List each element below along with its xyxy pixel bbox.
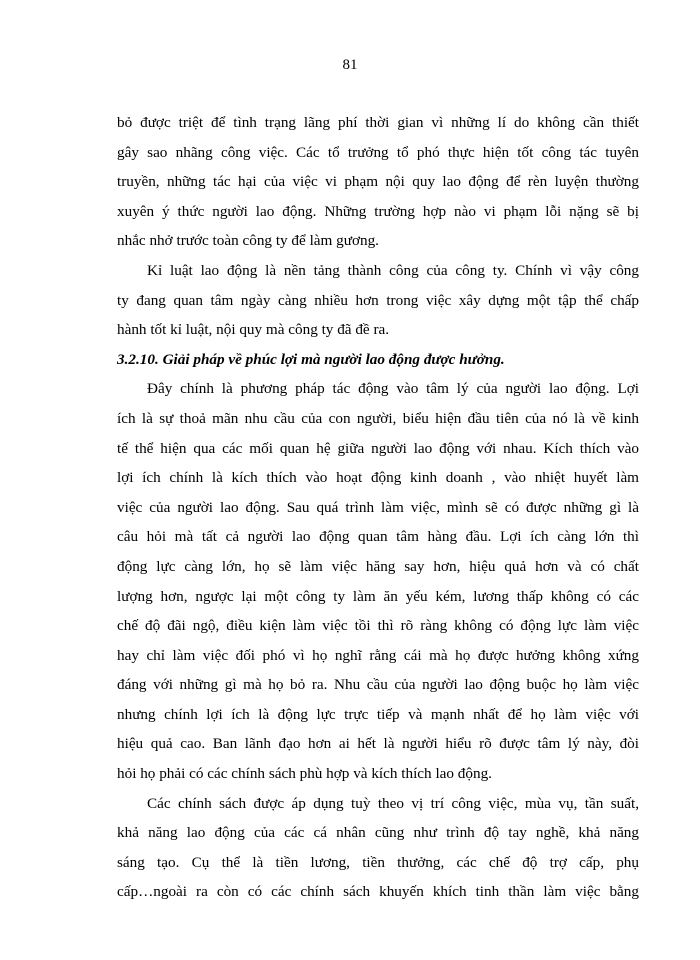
text-line: lợi ích chính là kích thích vào hoạt động kinh doanh , vào nhiệt huyết làm bbox=[117, 469, 639, 487]
text-line: truyền, những tác hại của việc vi phạm nội quy lao động để rèn luyện thường bbox=[117, 173, 639, 191]
text-line: tế thể hiện qua các mối quan hệ giữa người lao động với nhau. Kích thích vào bbox=[117, 439, 639, 457]
text-line: ích là sự thoả mãn nhu cầu của con người, biểu hiện đầu tiên của nó là về kinh bbox=[117, 409, 639, 427]
body-paragraph bbox=[117, 374, 639, 788]
page-number: 81 bbox=[342, 57, 358, 73]
section-heading: 3.2.10. Giải pháp về phúc lợi mà người lao động được hưởng. bbox=[117, 350, 505, 368]
text-line: hay chỉ làm việc đối phó vì họ nghĩ rằng cái mà họ được hưởng không xứng bbox=[117, 646, 639, 664]
text-line: hành tốt kỉ luật, nội quy mà công ty đã đề ra. bbox=[117, 321, 390, 339]
text-line: việc của người lao động. Sau quá trình làm việc, mình sẽ có được những gì là bbox=[117, 498, 639, 516]
text-line: xuyên ý thức người lao động. Những trường hợp nào vi phạm lỗi nặng sẽ bị bbox=[117, 202, 639, 220]
text-line: lượng hơn, ngược lại một công ty làm ăn yếu kém, lương thấp không có các bbox=[117, 587, 639, 605]
text-line: Đây chính là phương pháp tác động vào tâm lý của người lao động. Lợi bbox=[147, 380, 639, 398]
text-line: gây sao nhãng công việc. Các tổ trưởng tổ phó thực hiện tốt công tác tuyên bbox=[117, 143, 639, 161]
text-line: đáng với những gì mà họ bỏ ra. Nhu cầu của người lao động buộc họ làm việc bbox=[117, 676, 639, 694]
body-paragraph bbox=[117, 256, 639, 345]
text-line: chế độ đãi ngộ, điều kiện làm việc tồi thì rõ ràng không có động lực làm việc bbox=[117, 617, 639, 635]
body-paragraph bbox=[117, 789, 639, 907]
document-body bbox=[117, 108, 639, 907]
text-line: cấp…ngoài ra còn có các chính sách khuyến khích tinh thần làm việc bằng bbox=[117, 883, 639, 901]
text-line: hỏi họ phải có các chính sách phù hợp và kích thích lao động. bbox=[117, 765, 492, 783]
text-line: sáng tạo. Cụ thể là tiền lương, tiền thưởng, các chế độ trợ cấp, phụ bbox=[117, 853, 639, 871]
text-line: khả năng lao động của các cá nhân cũng như trình độ tay nghề, khả năng bbox=[117, 824, 639, 842]
text-line: ty đang quan tâm ngày càng nhiều hơn trong việc xây dựng một tập thể chấp bbox=[117, 291, 639, 309]
text-line: nhưng chính lợi ích là động lực trực tiếp và mạnh nhất để họ làm việc với bbox=[117, 705, 639, 723]
text-line: bỏ được triệt để tình trạng lãng phí thời gian vì những lí do không cần thiết bbox=[117, 114, 639, 131]
text-line: nhắc nhở trước toàn công ty để làm gương. bbox=[117, 232, 379, 250]
text-line: câu hỏi mà tất cả người lao động quan tâm hàng đầu. Lợi ích càng lớn thì bbox=[117, 528, 639, 546]
text-line: Kỉ luật lao động là nền tảng thành công của công ty. Chính vì vậy công bbox=[147, 261, 639, 279]
body-paragraph bbox=[117, 108, 639, 256]
text-line: Các chính sách được áp dụng tuỳ theo vị trí công việc, mùa vụ, tần suất, bbox=[147, 794, 639, 812]
text-line: động lực càng lớn, họ sẽ làm việc hăng say hơn, hiệu quả hơn và có chất bbox=[117, 557, 639, 575]
text-line: hiệu quả cao. Ban lãnh đạo hơn ai hết là người hiểu rõ được tâm lý này, đòi bbox=[117, 735, 639, 753]
